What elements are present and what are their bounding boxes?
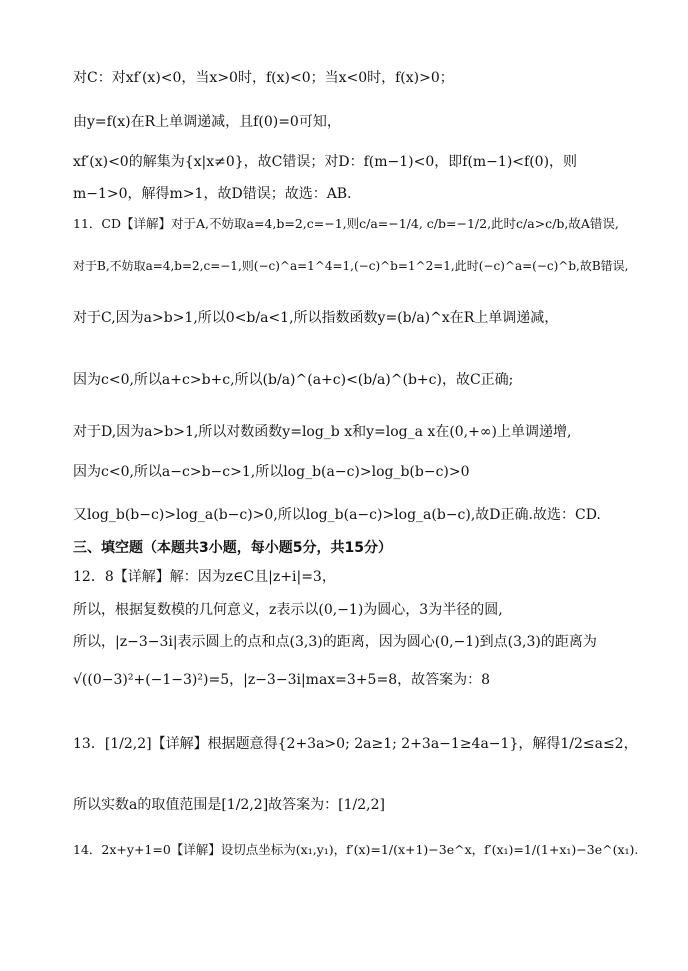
line-q12-geometry: 所以，根据复数模的几何意义，z表示以(0,−1)为圆心，3为半径的圆, <box>73 602 503 618</box>
section-heading-fill-in: 三、填空题（本题共3小题，每小题5分，共15分） <box>73 540 392 556</box>
line-q12-distance: 所以，|z−3−3i|表示圆上的点和点(3,3)的距离，因为圆心(0,−1)到点(3,3)的距离为 <box>73 634 597 650</box>
line-q12-answer: √((0−3)²+(−1−3)²)=5，|z−3−3i|max=3+5=8，故答案为：8 <box>73 672 491 688</box>
line-solution-set: xf′(x)<0的解集为{x|x≠0}，故C错误；对D：f(m−1)<0，即f(m−1)<f(0)，则 <box>73 154 578 170</box>
line-q11-option-d: 对于D,因为a>b>1,所以对数函数y=log_b x和y=log_a x在(0,+∞)上单调递增, <box>73 424 572 440</box>
line-q14-start: 14．2x+y+1=0【详解】设切点坐标为(x₁,y₁)，f′(x)=1/(x+1)−3e^x，f′(x₁)=1/(1+x₁)−3e^(x₁). <box>73 842 639 857</box>
line-q11-option-b: 对于B,不妨取a=4,b=2,c=−1,则(−c)^a=1^4=1,(−c)^b=1^2=1,此时(−c)^a=(−c)^b,故B错误, <box>73 259 629 273</box>
line-monotonic-decrease: 由y=f(x)在R上单调递减，且f(0)=0可知， <box>73 114 341 130</box>
line-q13-system: 13．[1/2,2]【详解】根据题意得{2+3a>0; 2a≥1; 2+3a−1≥4a−1}，解得1/2≤a≤2， <box>73 736 638 752</box>
line-q13-answer: 所以实数a的取值范围是[1/2,2]故答案为：[1/2,2] <box>73 797 385 813</box>
line-q12-start: 12．8【详解】解：因为z∈C且|z+i|=3， <box>73 569 336 585</box>
line-q11-option-c: 对于C,因为a>b>1,所以0<b/a<1,所以指数函数y=(b/a)^x在R上单调递减， <box>73 310 559 326</box>
line-q11-answer-cd: 又log_b(b−c)>log_a(b−c)>0,所以log_b(a−c)>log_a(b−c),故D正确.故选：CD. <box>73 507 601 523</box>
line-q11-option-a: 11．CD【详解】对于A,不妨取a=4,b=2,c=−1,则c/a=−1/4, c/b=−1/2,此时c/a>c/b,故A错误, <box>73 216 619 231</box>
line-q11-option-d-step: 因为c<0,所以a−c>b−c>1,所以log_b(a−c)>log_b(b−c)>0 <box>73 464 470 480</box>
line-q11-option-c-conclusion: 因为c<0,所以a+c>b+c,所以(b/a)^(a+c)<(b/a)^(b+c)，故C正确; <box>73 372 514 388</box>
line-answer-ab: m−1>0，解得m>1，故D错误；故选：AB． <box>73 186 362 202</box>
line-option-c-sign: 对C：对xf′(x)<0，当x>0时，f(x)<0；当x<0时，f(x)>0； <box>73 70 454 86</box>
